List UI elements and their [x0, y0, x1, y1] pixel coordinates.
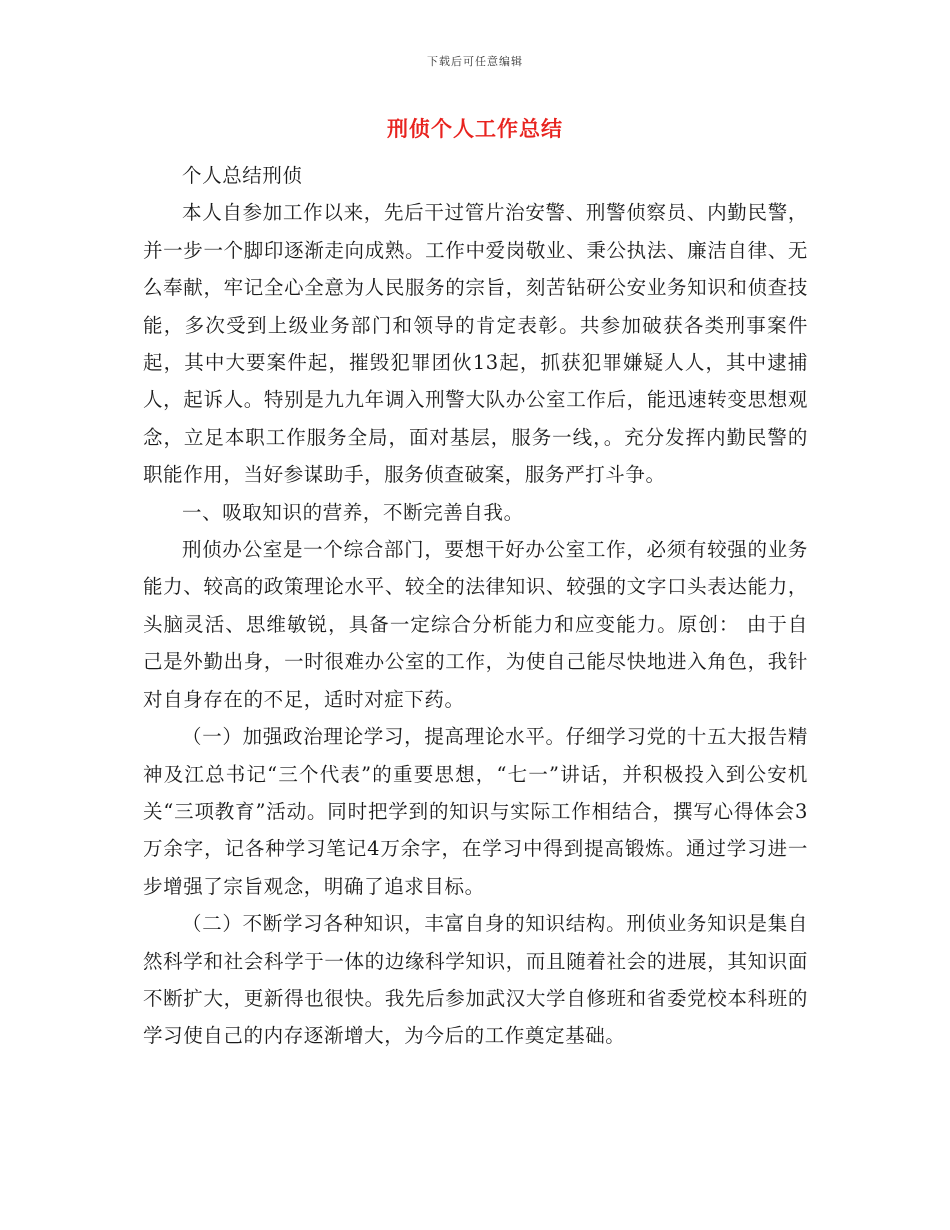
- paragraph-political-study: （一）加强政治理论学习，提高理论水平。仔细学习党的十五大报告精神及江总书记“三个代表”的重要思想，“七一”讲话，并积极投入到公安机关“三项教育”活动。同时把学到的知识与实际工作相结合，撰写心得体会3万余字，记各种学习笔记4万余字，在学习中得到提高锻炼。通过学习进一步增强了宗旨观念，明确了追求目标。: [143, 725, 808, 898]
- paragraph-knowledge-study: （二）不断学习各种知识，丰富自身的知识结构。刑侦业务知识是集自然科学和社会科学于一体的边缘科学知识，而且随着社会的进展，其知识面不断扩大，更新得也很快。我先后参加武汉大学自修班和省委党校本科班的学习使自己的内存逐渐增大，为今后的工作奠定基础。: [143, 912, 808, 1048]
- paragraph-office-work: 刑侦办公室是一个综合部门，要想干好办公室工作，必须有较强的业务能力、较高的政策理论水平、较全的法律知识、较强的文字口头表达能力，头脑灵活、思维敏锐，具备一定综合分析能力和应变能力。原创： 由于自己是外勤出身，一时很难办公室的工作，为使自己能尽快地进入角色，我针对自身存在的不足，适时对症下药。: [143, 538, 808, 711]
- header-note: 下载后可任意编辑: [427, 55, 523, 68]
- section-heading-one: 一、吸取知识的营养，不断完善自我。: [182, 500, 524, 524]
- paragraph-subtitle: 个人总结刑侦: [182, 164, 303, 187]
- document-body: [143, 157, 808, 1055]
- document-title: 刑侦个人工作总结: [387, 116, 563, 141]
- paragraph-intro: 本人自参加工作以来，先后干过管片治安警、刑警侦察员、内勤民警，并一步一个脚印逐渐走向成熟。工作中爱岗敬业、秉公执法、廉洁自律、无么奉献，牢记全心全意为人民服务的宗旨，刻苦钻研公安业务知识和侦查技能，多次受到上级业务部门和领导的肯定表彰。共参加破获各类刑事案件起，其中大要案件起，摧毁犯罪团伙13起，抓获犯罪嫌疑人人，其中逮捕人，起诉人。特别是九九年调入刑警大队办公室工作后，能迅速转变思想观念，立足本职工作服务全局，面对基层，服务一线，。充分发挥内勤民警的职能作用，当好参谋助手，服务侦查破案，服务严打斗争。: [143, 201, 808, 487]
